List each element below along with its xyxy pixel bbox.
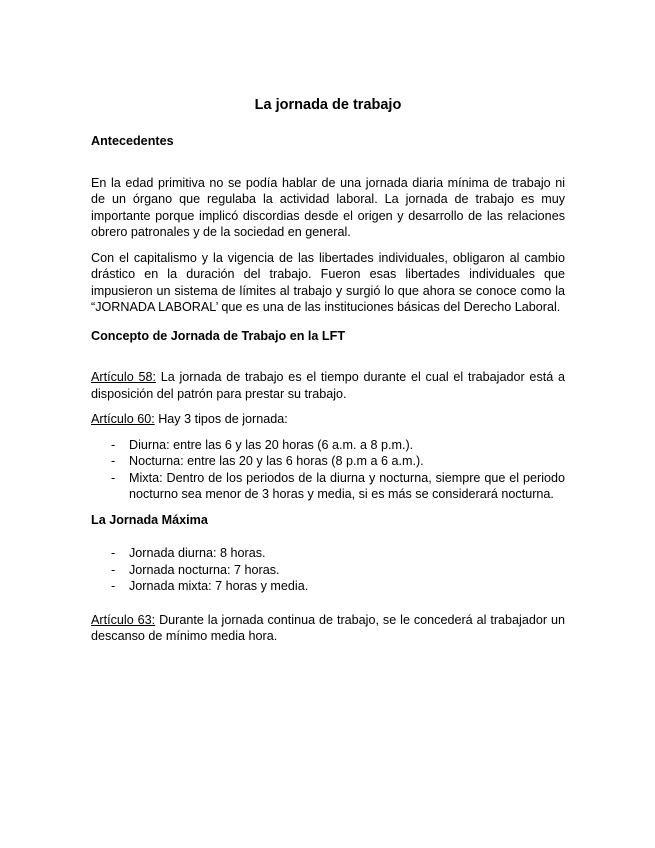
list-item: - Jornada mixta: 7 horas y media. xyxy=(91,578,565,595)
paragraph-antecedentes-1: En la edad primitiva no se podía hablar de una jornada diaria mínima de trabajo ni de un órgano que regulaba la actividad laboral. La jornada de trabajo es muy importante porque implicó discordias desde el origen y desarrollo de las relaciones obrero patronales y de la sociedad en general. xyxy=(91,175,565,239)
paragraph-articulo-58 xyxy=(91,369,565,402)
document-title: La jornada de trabajo xyxy=(254,97,402,113)
articulo-60-text: Hay 3 tipos de jornada: xyxy=(154,412,288,426)
articulo-58-text: La jornada de trabajo es el tiempo durante el cual el trabajador está a disposición del patrón para prestar su trabajo. xyxy=(91,370,566,401)
paragraph-articulo-63 xyxy=(91,612,565,645)
articulo-63-text: Durante la jornada continua de trabajo, se le concederá al trabajador un descanso de mínimo media hora. xyxy=(91,612,565,643)
section-heading-jornada-maxima: La Jornada Máxima xyxy=(91,512,208,527)
articulo-58-ref: Artículo 58: xyxy=(91,370,156,384)
tipos-jornada-list xyxy=(91,437,565,503)
section-heading-antecedentes: Antecedentes xyxy=(91,134,174,148)
paragraph-articulo-60 xyxy=(91,411,565,428)
document-body xyxy=(91,96,565,645)
list-item: - Diurna: entre las 6 y las 20 horas (6 a.m. a 8 p.m.). xyxy=(91,437,565,454)
articulo-63-ref: Artículo 63: xyxy=(91,612,156,627)
jornada-maxima-list xyxy=(91,545,565,595)
articulo-60-ref: Artículo 60: xyxy=(91,412,155,426)
list-item: - Nocturna: entre las 20 y las 6 horas (8 p.m a 6 a.m.). xyxy=(91,453,565,470)
paragraph-antecedentes-2: Con el capitalismo y la vigencia de las libertades individuales, obligaron al cambio drástico en la duración del trabajo. Fueron esas libertades individuales que impusieron un sistema de límites al trabajo y surgió lo que ahora se conoce como la “JORNADA LABORAL’ que es una de las instituciones básicas del Derecho Laboral. xyxy=(91,250,565,314)
list-item: - Mixta: Dentro de los periodos de la diurna y nocturna, siempre que el periodo nocturno sea menor de 3 horas y media, si es más se considerará nocturna. xyxy=(91,470,565,503)
list-item: - Jornada diurna: 8 horas. xyxy=(91,545,565,562)
list-item: - Jornada nocturna: 7 horas. xyxy=(91,562,565,579)
section-heading-concepto: Concepto de Jornada de Trabajo en la LFT xyxy=(91,328,346,343)
